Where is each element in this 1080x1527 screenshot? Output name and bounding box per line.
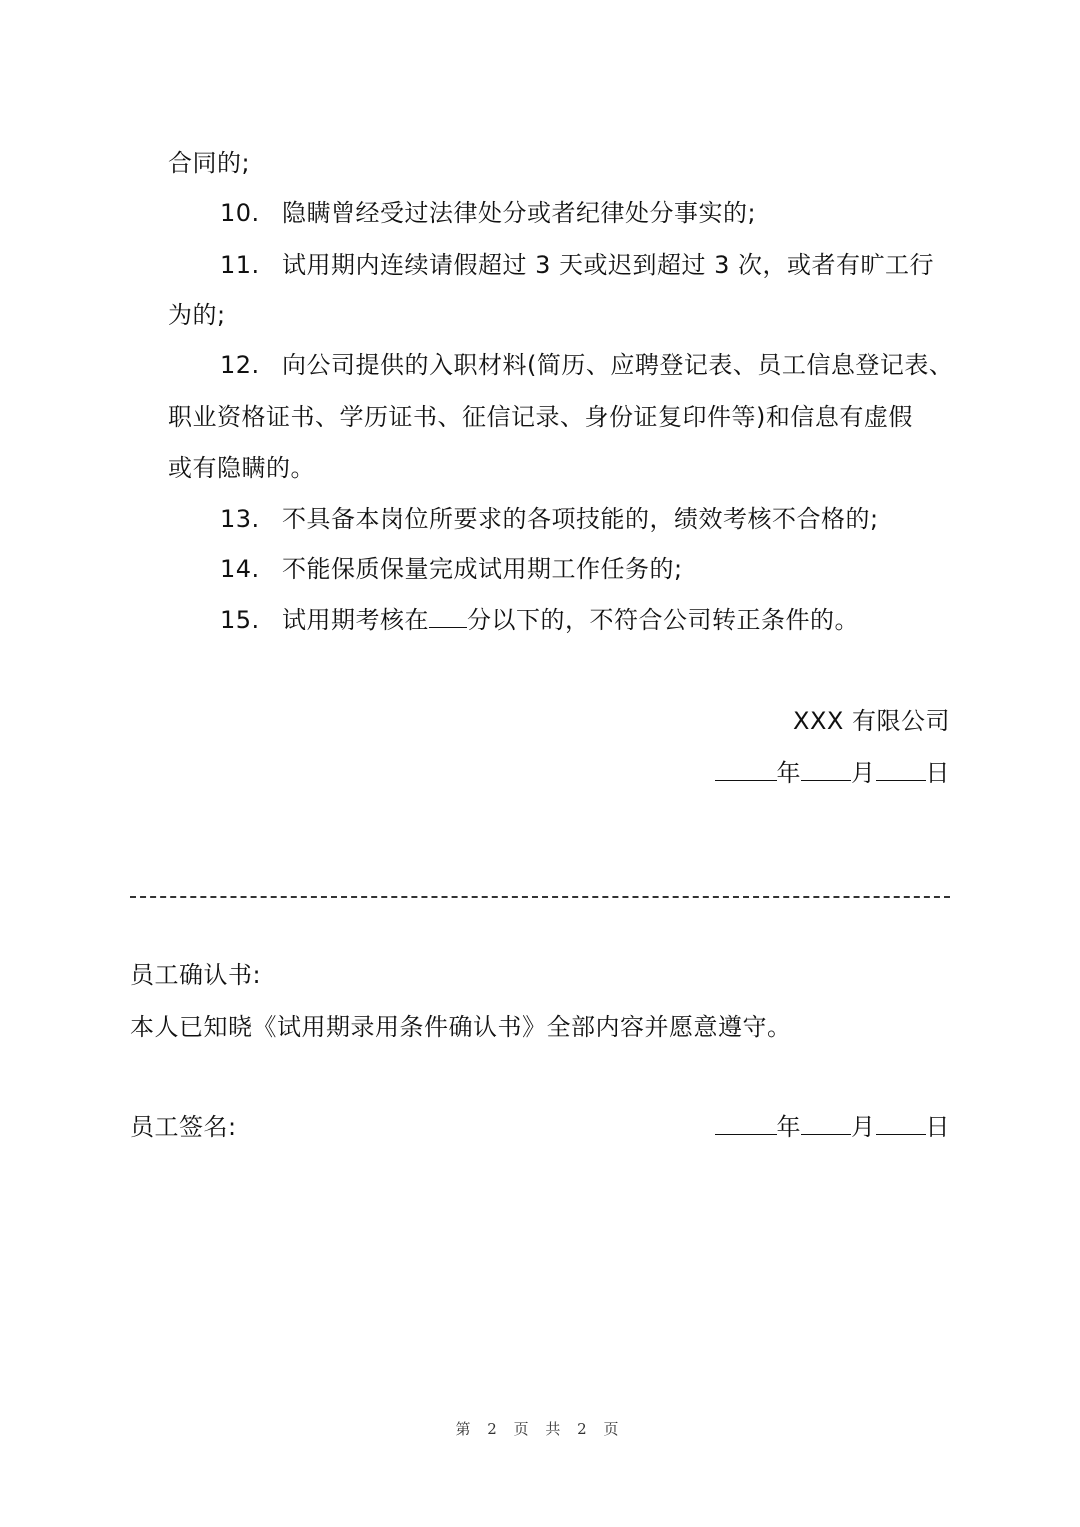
item-text: 不具备本岗位所要求的各项技能的，绩效考核不合格的;	[282, 505, 879, 533]
item-number: 11.	[220, 251, 260, 279]
month-label: 月	[851, 1113, 876, 1141]
list-item-12-cont2: 或有隐瞒的。	[168, 454, 315, 482]
day-blank[interactable]	[876, 1112, 926, 1135]
day-label: 日	[925, 1113, 950, 1141]
company-date	[715, 758, 951, 788]
month-blank[interactable]	[801, 758, 851, 781]
day-blank[interactable]	[876, 758, 926, 781]
item-text: 不能保质保量完成试用期工作任务的;	[282, 555, 683, 583]
item-number: 13.	[220, 505, 260, 533]
confirmation-statement: 本人已知晓《试用期录用条件确认书》全部内容并愿意遵守。	[130, 1013, 792, 1041]
item-text: 试用期内连续请假超过 3 天或迟到超过 3 次，或者有旷工行	[282, 251, 935, 279]
list-item-12-cont: 职业资格证书、学历证书、征信记录、身份证复印件等)和信息有虚假	[168, 403, 913, 431]
company-name: XXX 有限公司	[793, 707, 950, 735]
cut-line-divider	[130, 896, 950, 898]
item-text-after: 分以下的，不符合公司转正条件的。	[467, 606, 859, 634]
list-item-13	[220, 504, 879, 534]
list-item-10	[220, 198, 756, 228]
list-item-14	[220, 554, 683, 584]
item-number: 14.	[220, 555, 260, 583]
confirmation-title: 员工确认书:	[130, 961, 262, 989]
item-text-before: 试用期考核在	[282, 606, 429, 634]
item-number: 10.	[220, 199, 260, 227]
item-number: 15.	[220, 606, 260, 634]
year-blank[interactable]	[715, 1112, 777, 1135]
year-blank[interactable]	[715, 758, 777, 781]
list-item-11	[220, 250, 934, 280]
score-blank[interactable]	[429, 605, 467, 628]
item-number: 12.	[220, 351, 260, 379]
month-label: 月	[851, 759, 876, 787]
month-blank[interactable]	[801, 1112, 851, 1135]
day-label: 日	[925, 759, 950, 787]
list-item-15	[220, 605, 859, 635]
year-label: 年	[776, 1113, 801, 1141]
item-text: 向公司提供的入职材料(简历、应聘登记表、员工信息登记表、	[282, 351, 954, 379]
page-number-footer: 第 2 页 共 2 页	[455, 1420, 625, 1438]
signature-date	[715, 1112, 951, 1142]
item-text: 隐瞒曾经受过法律处分或者纪律处分事实的;	[282, 199, 757, 227]
continuation-text: 合同的;	[168, 149, 251, 177]
signature-label: 员工签名:	[130, 1113, 237, 1141]
list-item-12	[220, 350, 953, 380]
list-item-11-cont: 为的;	[168, 301, 226, 329]
year-label: 年	[776, 759, 801, 787]
